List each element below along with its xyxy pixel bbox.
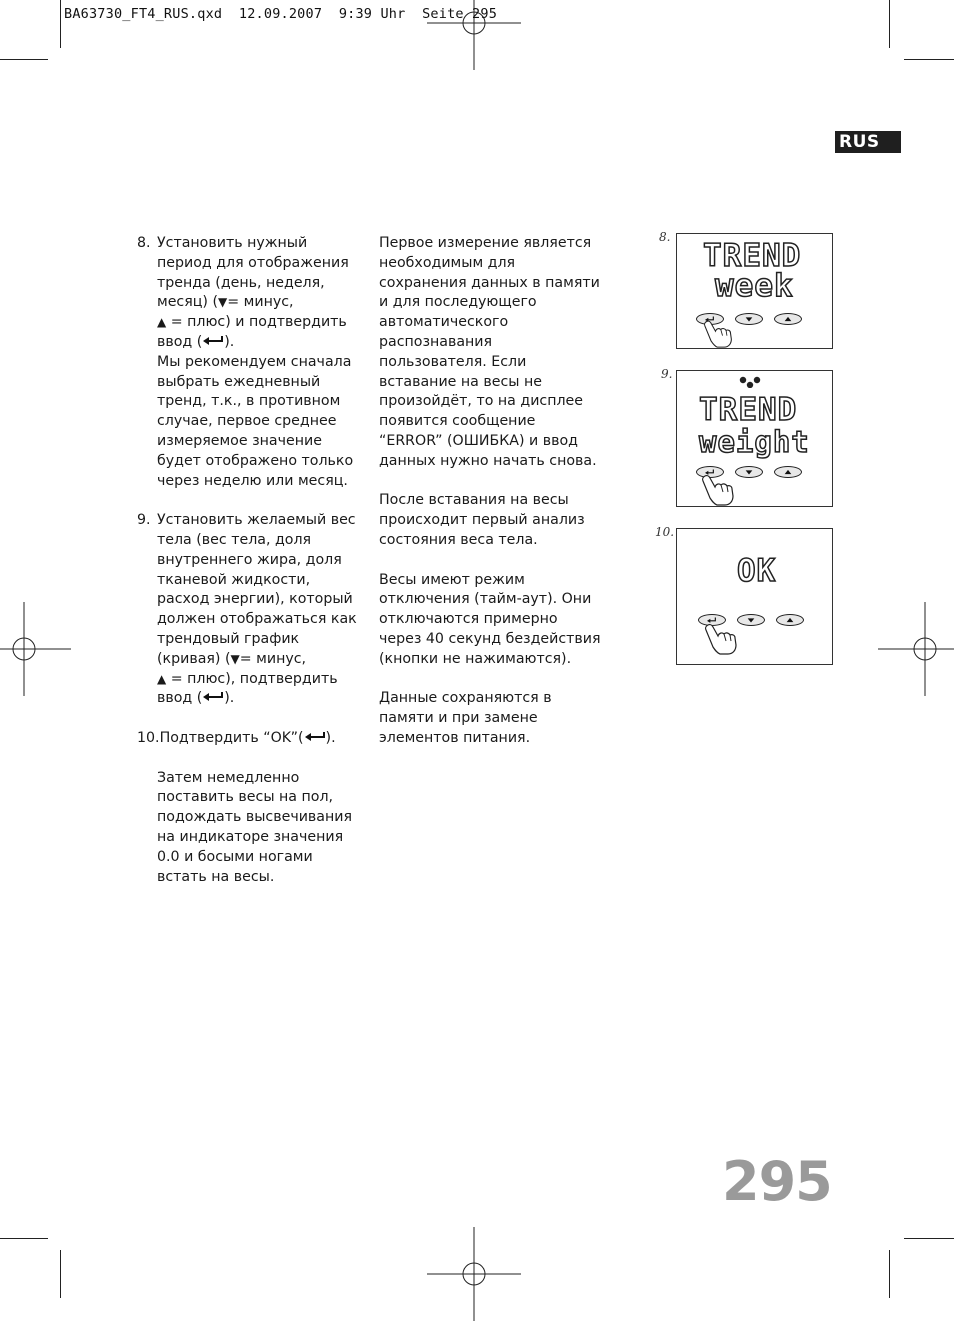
figure-label: 10. [655, 525, 675, 539]
registration-mark-icon [0, 602, 71, 696]
display-line-2: week [715, 268, 794, 304]
crop-mark [904, 59, 954, 60]
up-triangle-icon: ▲ [157, 671, 167, 686]
display-line-1: TREND [703, 238, 802, 274]
down-button [737, 614, 765, 626]
up-button [776, 614, 804, 626]
instructions-column-right [379, 234, 601, 749]
up-button [774, 313, 802, 325]
enter-arrow-icon [304, 731, 326, 743]
timeout-text-b: секунд бездействия (кнопки не нажимаются). [379, 630, 601, 667]
minus-text: = минус, [227, 294, 294, 311]
display-line-1: TREND [699, 392, 798, 428]
display-figure-8 [676, 233, 833, 349]
person-icon [738, 376, 762, 388]
step-8 [137, 234, 359, 491]
step-10 [137, 729, 359, 749]
registration-mark-icon [427, 1227, 521, 1321]
pointing-hand-icon [704, 621, 740, 655]
down-button [735, 466, 763, 478]
crop-mark [0, 1238, 48, 1239]
step-number: 10. [137, 729, 160, 746]
down-triangle-icon: ▼ [218, 295, 228, 310]
plus-text: = плюс) и подтвердить ввод ( [157, 314, 347, 350]
timeout-text-a: Весы имеют режим отключения (тайм-аут). Они отключаются примерно через [379, 571, 592, 647]
pointing-hand-icon [701, 318, 737, 348]
minus-text: = минус, [239, 650, 307, 667]
display-figure-10 [676, 528, 833, 665]
registration-mark-icon [878, 602, 954, 696]
down-button [735, 313, 763, 325]
step-text: Установить нужный период для отображения тренда (день, неделя, месяц) ( [157, 235, 349, 311]
paragraph-analysis: После вставания на весы происходит первый анализ состояния веса тела. [379, 492, 585, 548]
close-text: ). [325, 729, 336, 746]
page-number: 295 [722, 1150, 832, 1213]
enter-arrow-icon [202, 335, 224, 347]
close-text: ). [224, 690, 235, 707]
paragraph-memory: Данные сохраняются в памяти и при замене элементов питания. [379, 690, 552, 746]
figure-label: 9. [661, 367, 673, 381]
step-number: 9. [137, 512, 151, 529]
enter-arrow-icon [202, 691, 224, 703]
paragraph-timeout [379, 571, 601, 670]
crop-mark [889, 1250, 890, 1298]
crop-mark [60, 1250, 61, 1298]
paragraph-first-measurement: Первое измерение является необходимым для сохранения данных в памяти и для последующего автоматического распознавания пользователя. Если вставание на весы не произойдёт, то на дисплее появится сообщение “ERROR” (ОШИБКА) и ввод данных нужно начать снова. [379, 235, 600, 469]
step-9 [137, 511, 359, 709]
pointing-hand-icon [701, 472, 737, 506]
recommendation-text: Мы рекомендуем сначала выбрать ежедневный тренд, т.к., в противном случае, первое среднее измеряемое значение будет отображено только через неделю или месяц. [157, 353, 354, 489]
step-text: Подтвердить “OK”( [159, 729, 304, 746]
step-text: Установить желаемый вес тела (вес тела, доля внутреннего жира, доля тканевой жидкости, расход энергии), который должен отображаться как трендовый график (кривая) ( [157, 512, 357, 667]
display-figure-9 [676, 370, 833, 507]
display-line-2: weight [699, 425, 810, 459]
language-tab: RUS [835, 131, 901, 153]
up-triangle-icon: ▲ [157, 315, 167, 330]
instructions-column-left [137, 234, 359, 887]
timeout-seconds: 40 [425, 630, 444, 647]
crop-mark [904, 1238, 954, 1239]
followup-text: Затем немедленно поставить весы на пол, подождать высвечивания на индикаторе значения 0.0 и босыми ногами встать на весы. [157, 769, 353, 885]
plus-text: = плюс), подтвердить ввод ( [157, 670, 338, 707]
display-line-1: OK [737, 553, 777, 589]
crop-mark [889, 0, 890, 48]
print-slug: BA63730_FT4_RUS.qxd 12.09.2007 9:39 Uhr Seite 295 [64, 6, 498, 22]
crop-mark [60, 0, 61, 48]
down-triangle-icon: ▼ [230, 651, 240, 666]
close-text: ). [224, 333, 235, 350]
up-button [774, 466, 802, 478]
step-number: 8. [137, 235, 151, 251]
crop-mark [0, 59, 48, 60]
figure-label: 8. [659, 230, 671, 244]
